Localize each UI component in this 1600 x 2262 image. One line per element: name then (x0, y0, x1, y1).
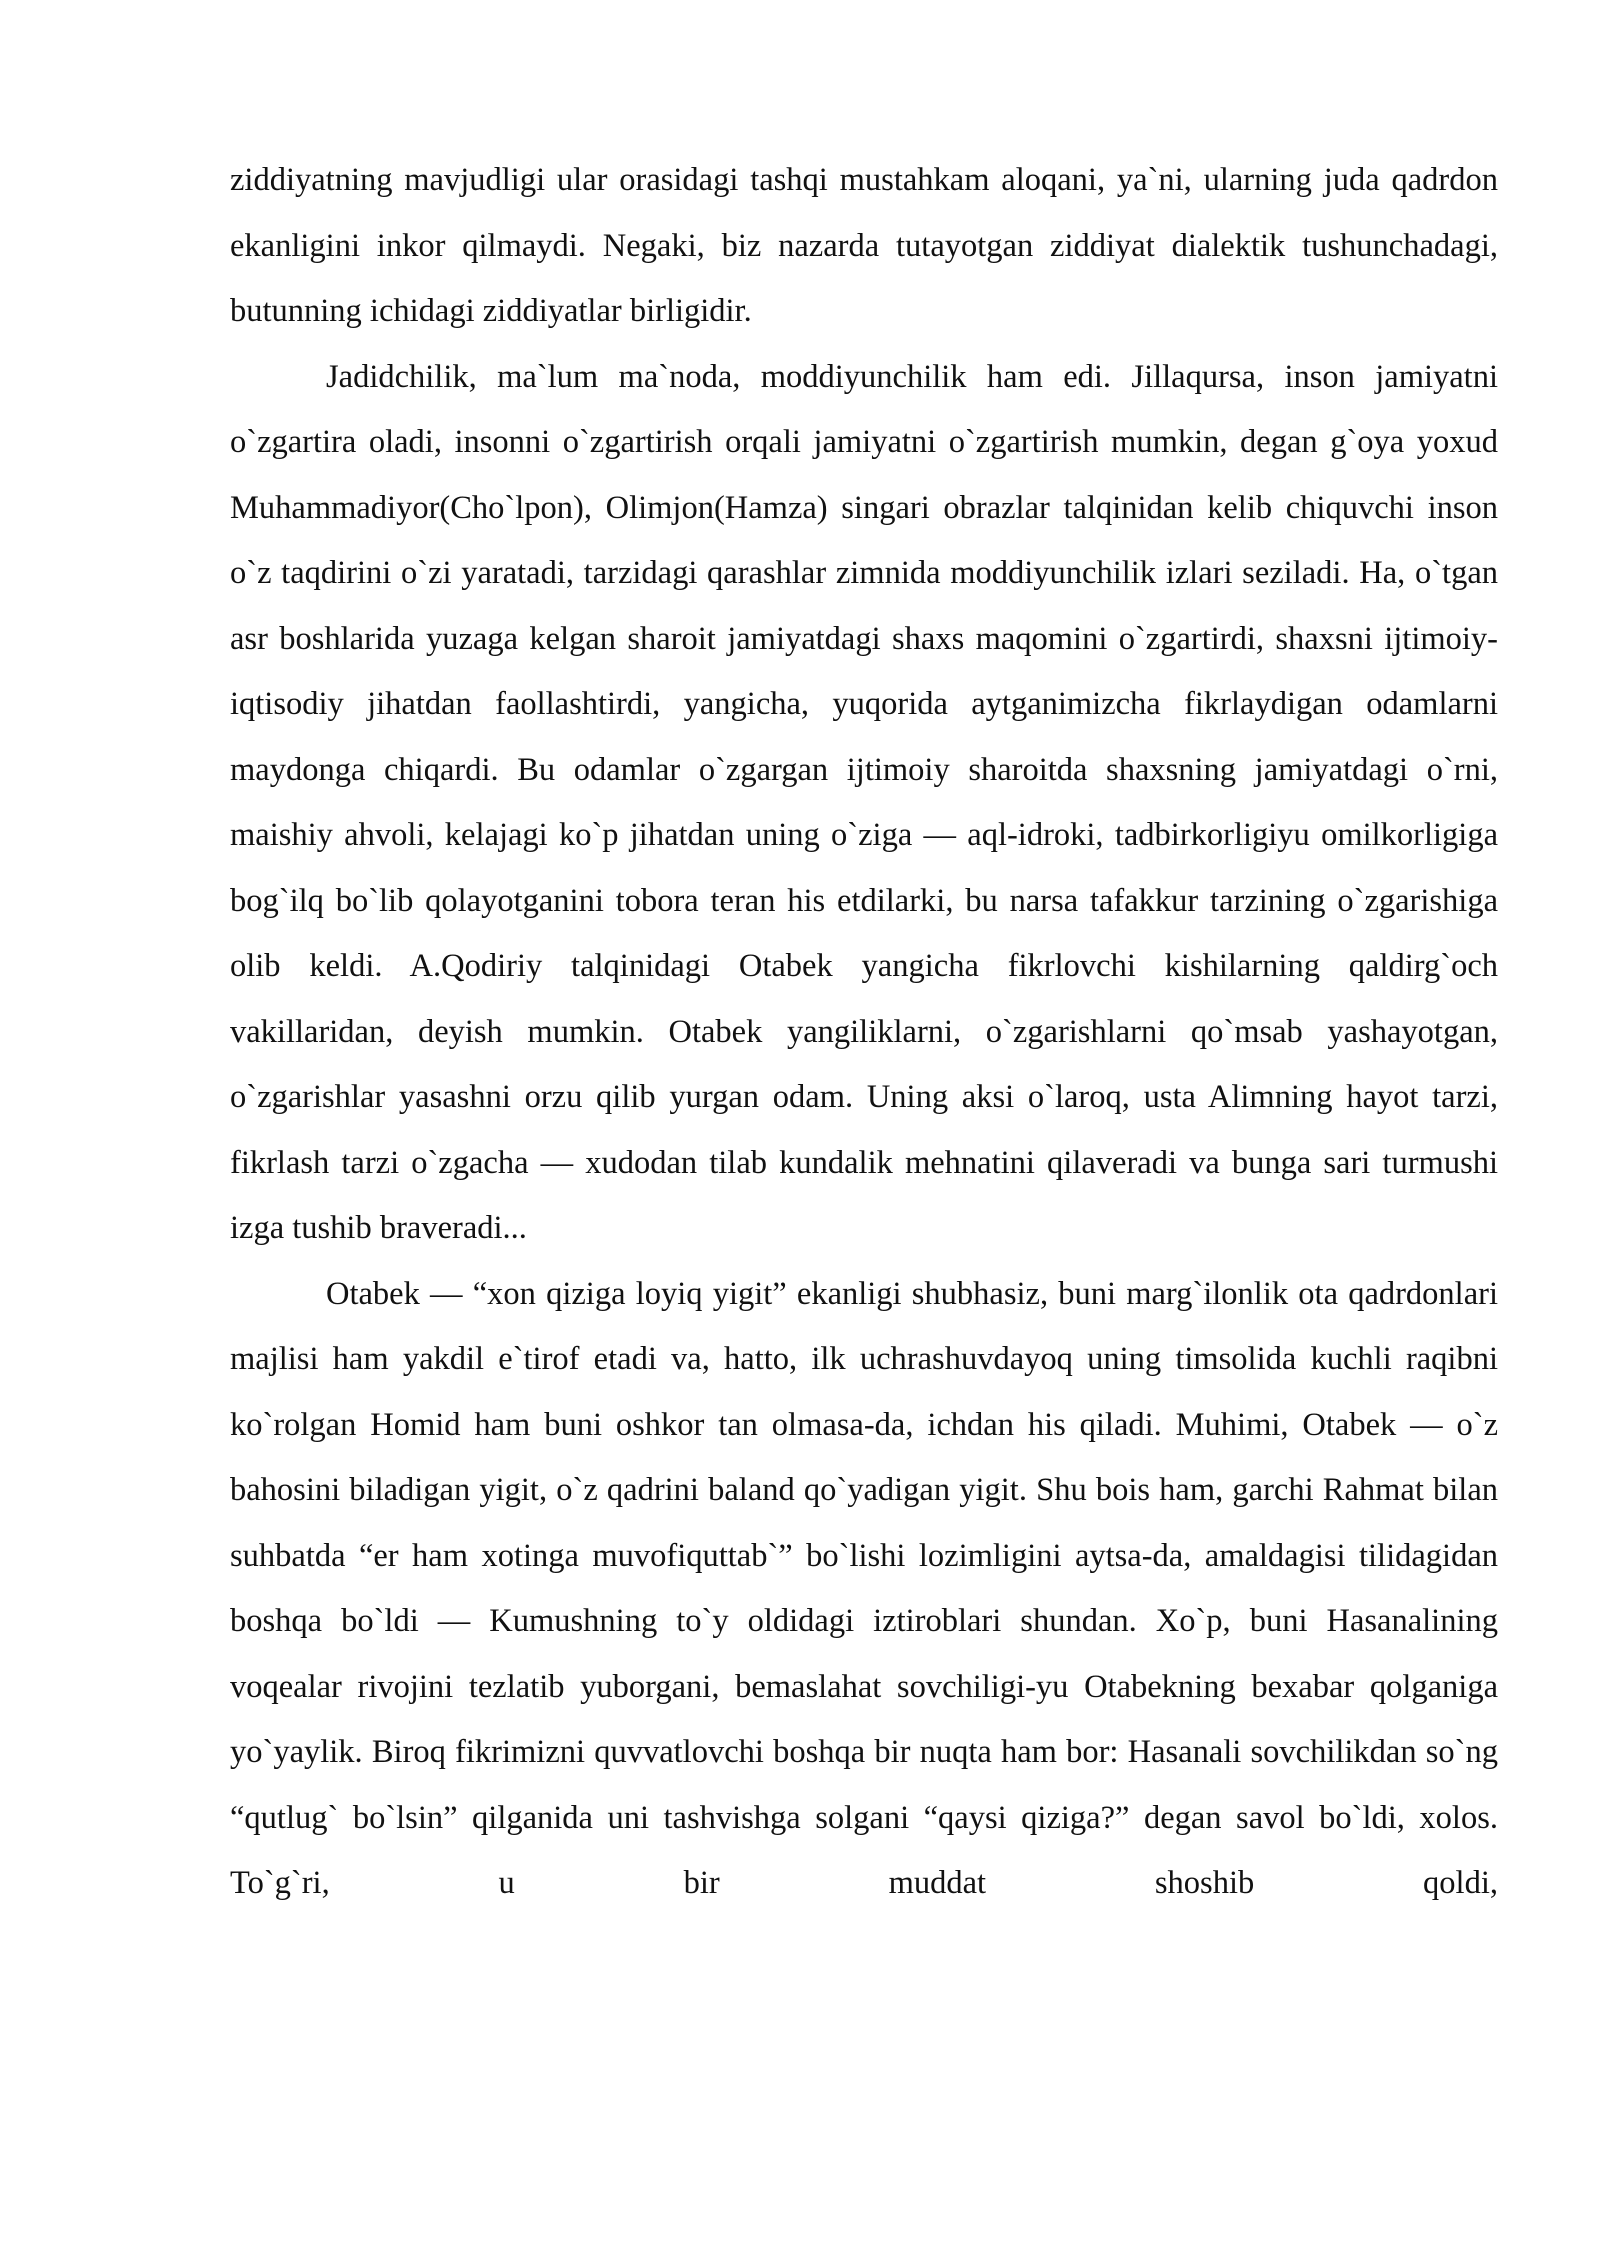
paragraph-3: Otabek — “xon qiziga loyiq yigit” ekanligi shubhasiz, buni marg`ilonlik ota qadrdonlari majlisi ham yakdil e`tirof etadi va, hatto, ilk uchrashuvdayoq uning timsolida kuchli raqibni ko`rolgan Homid ham buni oshkor tan olmasa-da, ichdan his qiladi. Muhimi, Otabek — o`z bahosini biladigan yigit, o`z qadrini baland qo`yadigan yigit. Shu bois ham, garchi Rahmat bilan suhbatda “er ham xotinga muvofiquttab`” bo`lishi lozimligini aytsa-da, amaldagisi tilidagidan boshqa bo`ldi — Kumushning to`y oldidagi iztiroblari shundan. Xo`p, buni Hasanalining voqealar rivojini tezlatib yuborgani, bemaslahat sovchiligi-yu Otabekning bexabar qolganiga yo`yaylik. Biroq fikrimizni quvvatlovchi boshqa bir nuqta ham bor: Hasanali sovchilikdan so`ng “qutlug` bo`lsin” qilganida uni tashvishga solgani “qaysi qiziga?” degan savol bo`ldi, xolos. To`g`ri, u bir muddat shoshib qoldi, (230, 1275, 1498, 1901)
paragraph-1: ziddiyatning mavjudligi ular orasidagi tashqi mustahkam aloqani, ya`ni, ularning juda qadrdon ekanligini inkor qilmaydi. Negaki, biz nazarda tutayotgan ziddiyat dialektik tushunchadagi, butunning ichidagi ziddiyatlar birligidir. (230, 162, 1498, 329)
document-page (230, 148, 1498, 1917)
paragraph-2: Jadidchilik, ma`lum ma`noda, moddiyunchilik ham edi. Jillaqursa, inson jamiyatni o`zgartira oladi, insonni o`zgartirish orqali jamiyatni o`zgartirish mumkin, degan g`oya yoxud Muhammadiyor(Cho`lpon), Olimjon(Hamza) singari obrazlar talqinidan kelib chiquvchi inson o`z taqdirini o`zi yaratadi, tarzidagi qarashlar zimnida moddiyunchilik izlari seziladi. Ha, o`tgan asr boshlarida yuzaga kelgan sharoit jamiyatdagi shaxs maqomini o`zgartirdi, shaxsni ijtimoiy-iqtisodiy jihatdan faollashtirdi, yangicha, yuqorida aytganimizcha fikrlaydigan odamlarni maydonga chiqardi. Bu odamlar o`zgargan ijtimoiy sharoitda shaxsning jamiyatdagi o`rni, maishiy ahvoli, kelajagi ko`p jihatdan uning o`ziga — aql-idroki, tadbirkorligiyu omilkorligiga bog`ilq bo`lib qolayotganini tobora teran his etdilarki, bu narsa tafakkur tarzining o`zgarishiga olib keldi. A.Qodiriy talqinidagi Otabek yangicha fikrlovchi kishilarning qaldirg`och vakillaridan, deyish mumkin. Otabek yangiliklarni, o`zgarishlarni qo`msab yashayotgan, o`zgarishlar yasashni orzu qilib yurgan odam. Uning aksi o`laroq, usta Alimning hayot tarzi, fikrlash tarzi o`zgacha — xudodan tilab kundalik mehnatini qilaveradi va bunga sari turmushi izga tushib braveradi... (230, 358, 1498, 1246)
